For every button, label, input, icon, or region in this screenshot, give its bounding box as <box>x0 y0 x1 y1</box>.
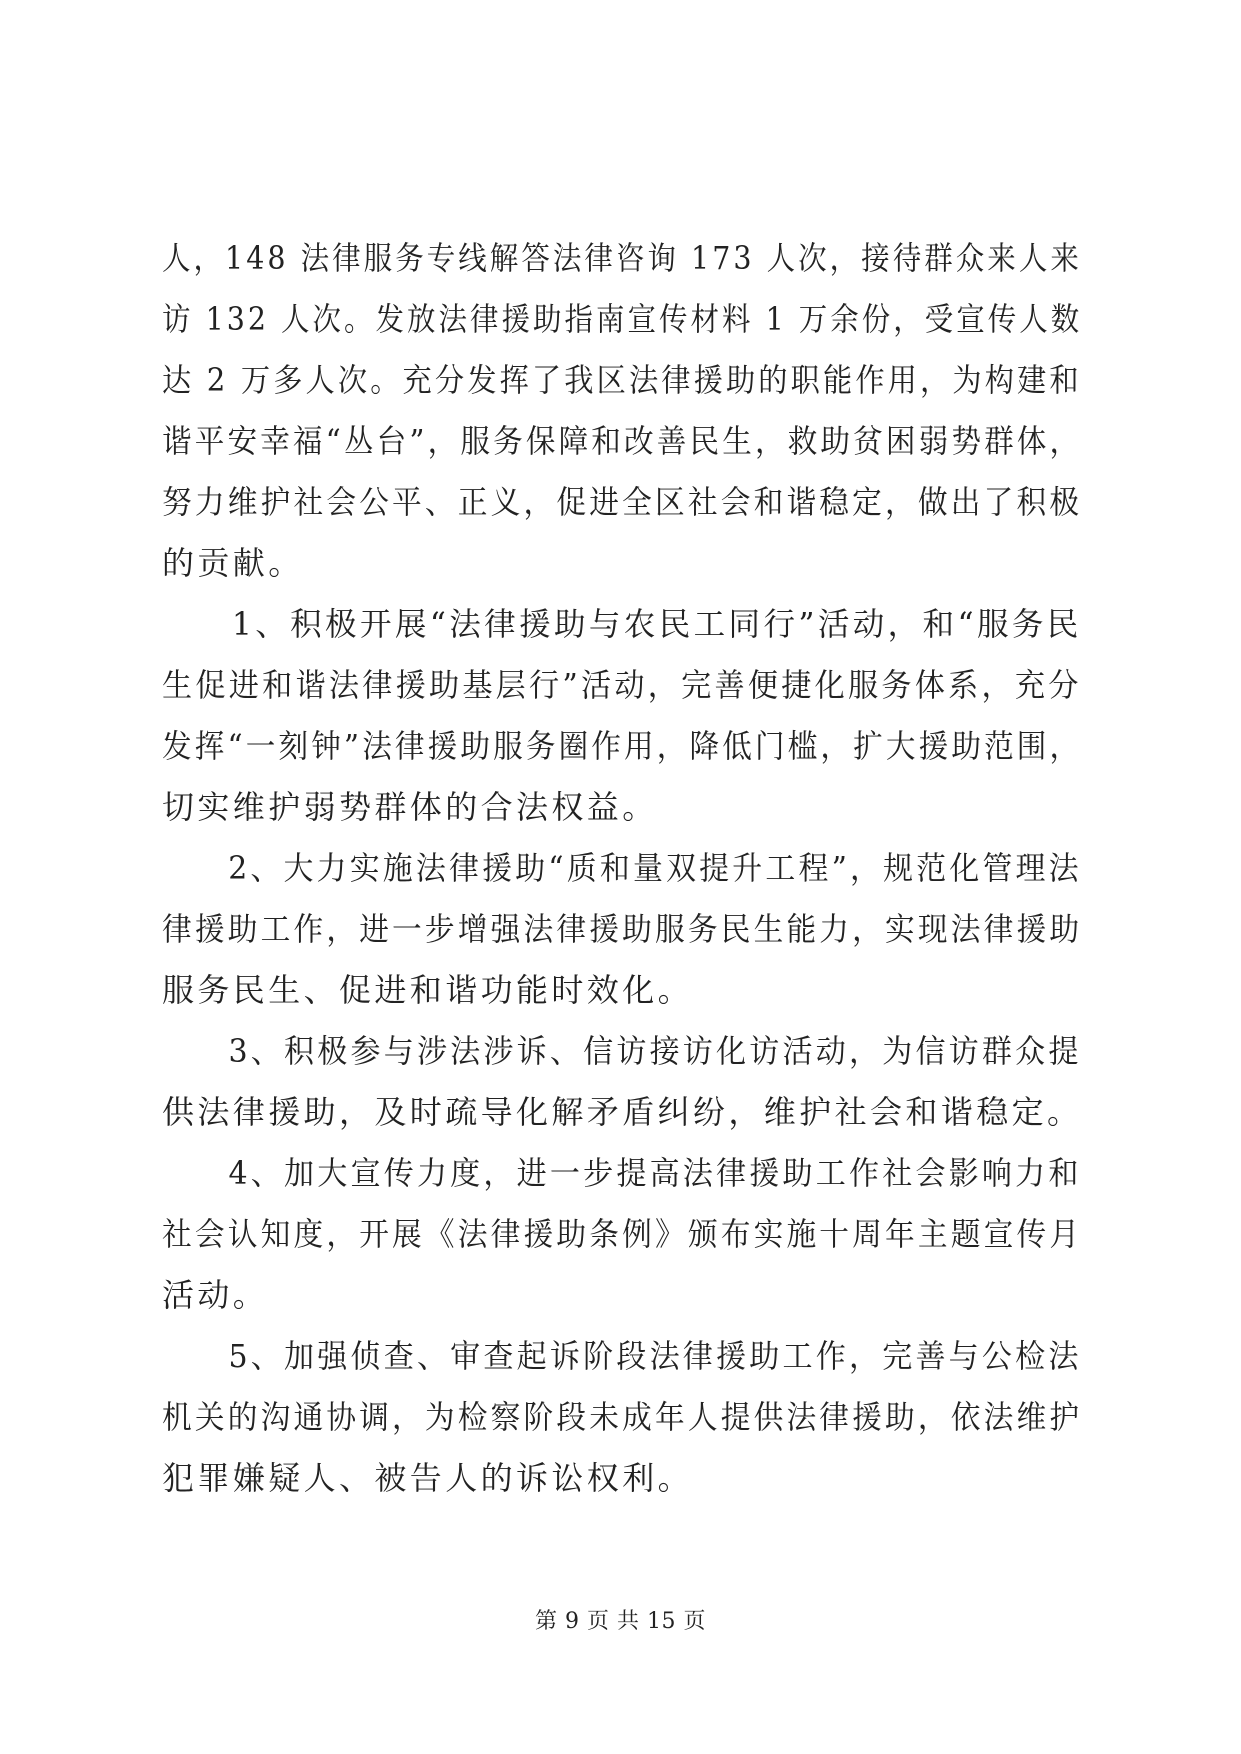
text-line: 切实维护弱势群体的合法权益。 <box>162 788 658 826</box>
paragraph-item-5 <box>162 1326 1082 1509</box>
text-line: 访 132 人次。发放法律援助指南宣传材料 1 万余份，受宣传人数 <box>162 300 1083 338</box>
text-line: 律援助工作，进一步增强法律援助服务民生能力，实现法律援助 <box>162 910 1083 948</box>
text-line: 活动。 <box>162 1276 269 1314</box>
text-line: 犯罪嫌疑人、被告人的诉讼权利。 <box>162 1459 694 1497</box>
page-number-footer: 第 9 页 共 15 页 <box>535 1609 706 1634</box>
paragraph-item-2 <box>162 838 1082 1021</box>
text-line: 1、积极开展“法律援助与农民工同行”活动，和“服务民 <box>162 605 1082 643</box>
text-line: 4、加大宣传力度，进一步提高法律援助工作社会影响力和 <box>162 1154 1082 1192</box>
text-line: 5、加强侦查、审查起诉阶段法律援助工作，完善与公检法 <box>162 1337 1082 1375</box>
text-line: 供法律援助，及时疏导化解矛盾纠纷，维护社会和谐稳定。 <box>162 1093 1083 1131</box>
text-line: 生促进和谐法律援助基层行”活动，完善便捷化服务体系，充分 <box>162 666 1082 704</box>
text-line: 2、大力实施法律援助“质和量双提升工程”，规范化管理法 <box>162 849 1082 887</box>
paragraph-item-4 <box>162 1143 1082 1326</box>
document-body <box>162 228 1082 1509</box>
text-line: 3、积极参与涉法涉诉、信访接访化访活动，为信访群众提 <box>162 1032 1082 1070</box>
text-line: 达 2 万多人次。充分发挥了我区法律援助的职能作用，为构建和 <box>162 361 1082 399</box>
text-line: 谐平安幸福“丛台”，服务保障和改善民生，救助贫困弱势群体， <box>162 422 1083 460</box>
text-line: 的贡献。 <box>162 544 304 582</box>
text-line: 社会认知度，开展《法律援助条例》颁布实施十周年主题宣传月 <box>162 1215 1083 1253</box>
paragraph-item-3 <box>162 1021 1082 1143</box>
paragraph-intro <box>162 228 1082 594</box>
text-line: 努力维护社会公平、正义，促进全区社会和谐稳定，做出了积极 <box>162 483 1083 521</box>
text-line: 机关的沟通协调，为检察阶段未成年人提供法律援助，依法维护 <box>162 1398 1083 1436</box>
text-line: 服务民生、促进和谐功能时效化。 <box>162 971 694 1009</box>
text-line: 发挥“一刻钟”法律援助服务圈作用，降低门槛，扩大援助范围， <box>162 727 1083 765</box>
text-line: 人，148 法律服务专线解答法律咨询 173 人次，接待群众来人来 <box>162 239 1082 277</box>
paragraph-item-1 <box>162 594 1082 838</box>
